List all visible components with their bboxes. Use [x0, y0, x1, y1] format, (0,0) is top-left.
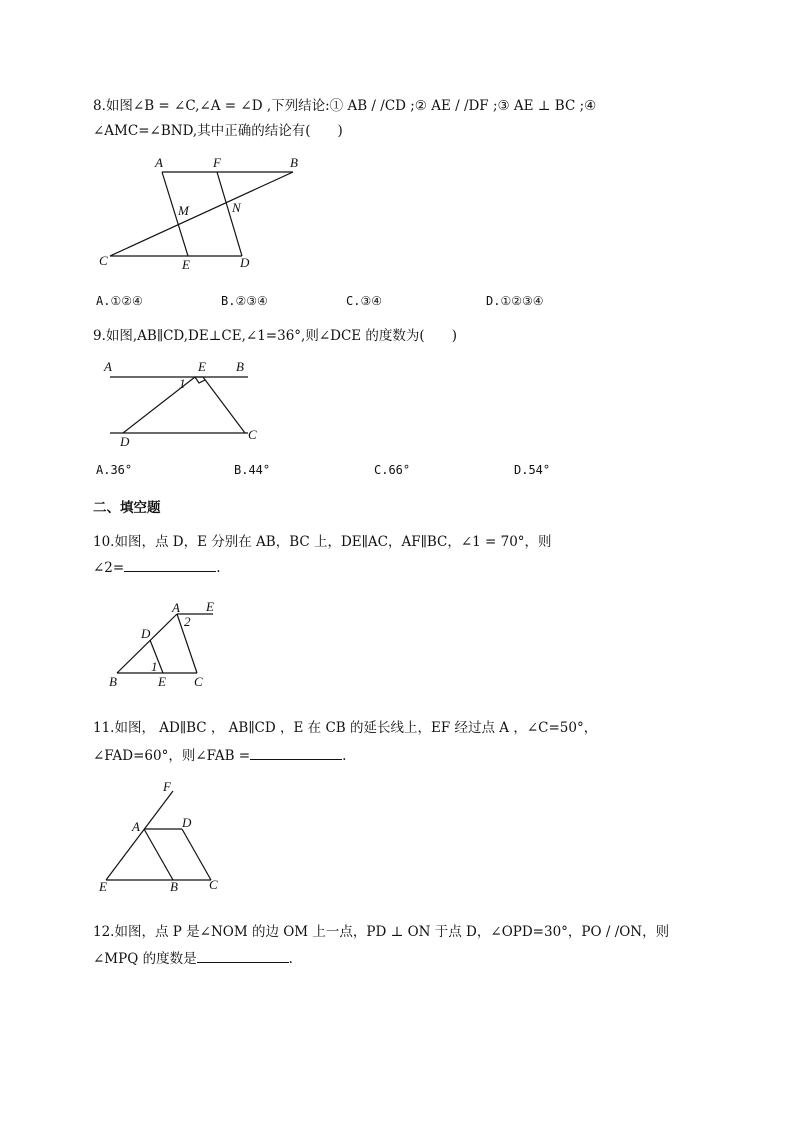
q11-segment-EF	[106, 791, 173, 880]
q11-stem-line1: 11.如图， AD∥BC ， AB∥CD ，E 在 CB 的延长线上，EF 经过点 A ，∠C=50°，	[93, 720, 598, 736]
q9-option-a[interactable]: A.36°	[96, 463, 133, 477]
q11-segment-DC	[182, 829, 211, 880]
q10-label-E: E	[158, 674, 166, 689]
q8-label-C: C	[99, 253, 108, 268]
q8-segment-CB	[110, 172, 293, 256]
q9-label-C: C	[248, 427, 257, 442]
q11-label-D: D	[182, 815, 192, 830]
q8-option-d[interactable]: D.①②③④	[486, 294, 544, 308]
q10-figure	[105, 600, 225, 692]
q12-stem-line1: 12.如图，点 P 是∠NOM 的边 OM 上一点，PD ⊥ ON 于点 D，∠OPD=30°，PO / /ON，则	[93, 924, 670, 940]
q12-stem-line2	[93, 948, 293, 969]
section-fill-in-blank-title: 二、填空题	[93, 500, 161, 516]
q8-option-a[interactable]: A.①②④	[96, 294, 143, 308]
q9-label-1: 1	[179, 376, 186, 391]
q11-stem-line2	[93, 745, 346, 766]
q10-label-D: D	[141, 626, 151, 641]
q8-label-D: D	[240, 255, 250, 270]
q10-segment-AB	[117, 614, 177, 673]
q10-stem-line2	[93, 557, 221, 578]
q9-figure	[98, 358, 268, 448]
q11-label-A: A	[132, 819, 140, 834]
q11-line2-prefix: ∠FAD=60°，则∠FAB =	[93, 748, 251, 764]
q12-line2-suffix: .	[288, 951, 293, 967]
q10-label-1: 1	[151, 659, 158, 674]
q8-figure	[95, 152, 310, 272]
q10-label-C: C	[194, 674, 203, 689]
q10-label-2: 2	[184, 614, 191, 629]
q9-label-E: E	[198, 359, 206, 374]
q10-label-B: B	[109, 674, 117, 689]
q10-stem-line1: 10.如图，点 D，E 分别在 AB，BC 上，DE∥AC，AF∥BC，∠1 = 70°，则	[93, 534, 552, 550]
q9-segment-EC	[203, 377, 245, 433]
q11-label-E: E	[99, 879, 107, 894]
q11-line2-suffix: .	[342, 748, 347, 764]
q11-answer-blank[interactable]	[250, 745, 342, 760]
q11-label-F: F	[163, 779, 171, 794]
q12-line2-prefix: ∠MPQ 的度数是	[93, 951, 197, 967]
q11-segment-AB	[144, 829, 173, 880]
q11-figure	[96, 779, 226, 895]
q8-label-N: N	[232, 200, 241, 215]
q9-option-d[interactable]: D.54°	[514, 463, 551, 477]
q10-line2-suffix: .	[216, 560, 221, 576]
q12-answer-blank[interactable]	[197, 948, 289, 963]
q9-label-A: A	[104, 359, 112, 374]
q8-label-F: F	[213, 155, 221, 170]
q10-label-E-top: E	[206, 599, 214, 614]
q10-line2-prefix: ∠2=	[93, 560, 125, 576]
q8-label-E: E	[182, 257, 190, 272]
q8-label-M: M	[178, 203, 189, 218]
q9-stem-line1: 9.如图,AB∥CD,DE⊥CE,∠1=36°,则∠DCE 的度数为( )	[93, 328, 457, 344]
q8-stem-line2: ∠AMC=∠BND,其中正确的结论有( )	[93, 123, 343, 139]
q9-label-B: B	[236, 359, 244, 374]
q10-label-A: A	[172, 600, 180, 615]
q9-option-c[interactable]: C.66°	[374, 463, 411, 477]
q8-label-B: B	[290, 155, 298, 170]
q10-answer-blank[interactable]	[124, 557, 216, 572]
q8-stem-line1: 8.如图∠B = ∠C,∠A = ∠D ,下列结论:① AB / /CD ;② AE / /DF ;③ AE ⊥ BC ;④	[93, 98, 597, 114]
q11-label-B: B	[170, 879, 178, 894]
q9-label-D: D	[120, 434, 130, 449]
q9-option-b[interactable]: B.44°	[234, 463, 271, 477]
q8-label-A: A	[155, 155, 163, 170]
q11-label-C: C	[209, 877, 218, 892]
q8-option-b[interactable]: B.②③④	[221, 294, 268, 308]
q8-option-c[interactable]: C.③④	[346, 294, 382, 308]
